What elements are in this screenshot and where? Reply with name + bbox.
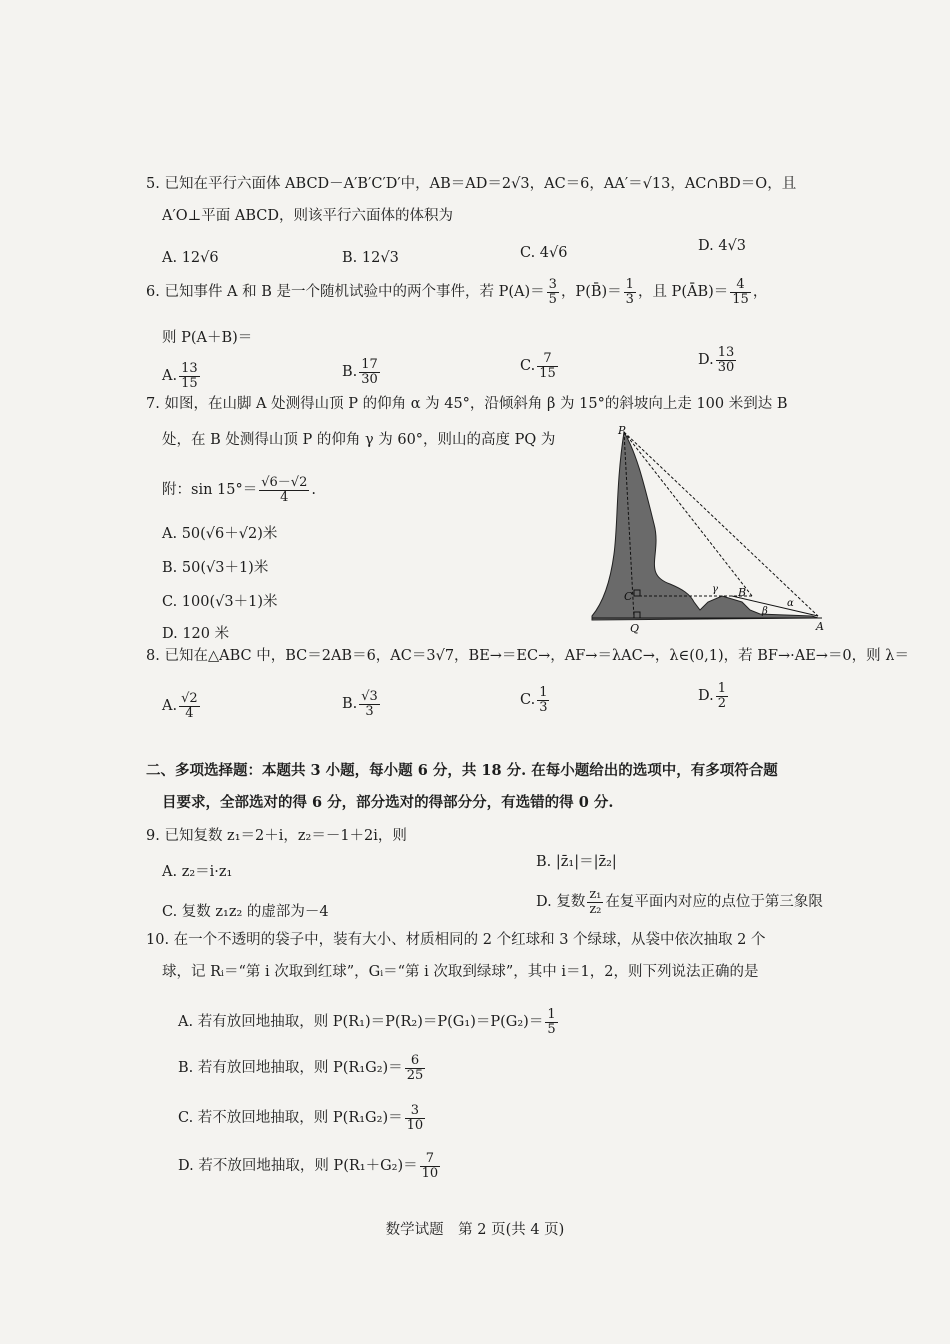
section2-heading-line1: 二、多项选择题：本题共 3 小题，每小题 6 分，共 18 分. 在每小题给出的选项中，有多项符合题	[146, 762, 778, 779]
q10-option-a: A. 若有放回地抽取，则 P(R₁)＝P(R₂)＝P(G₁)＝P(G₂)＝ $\frac{1}{5}$	[178, 1007, 556, 1037]
q8-stem-line1: 8. 已知在△ABC 中，BC＝2AB＝6，AC＝3√7，BE→＝EC→，AF→＝λAC→，λ∈(0,1)，若 BF→·AE→＝0，则 λ＝	[146, 648, 909, 664]
q8-option-c: C. $\frac{1}{3}$	[520, 685, 548, 715]
mountain-figure	[582, 424, 832, 634]
fig-label-a: A	[816, 620, 824, 633]
q6-option-d: D. $\frac{13}{30}$	[698, 345, 735, 375]
q6-option-c: C. $\frac{7}{15}$	[520, 351, 556, 381]
q7-option-c: C. 100(√3＋1)米	[162, 594, 278, 610]
page-footer: 数学试题 第 2 页(共 4 页)	[385, 1222, 565, 1238]
q5-option-a: A. 12√6	[162, 250, 219, 266]
fraction: $\frac{4}{15}$	[732, 277, 749, 307]
q9-option-b: B. |z̄₁|＝|z̄₂|	[536, 854, 617, 870]
fig-label-c: C	[624, 590, 633, 603]
fig-label-alpha: α	[787, 598, 794, 609]
q6-stem-line2: 则 P(A＋B)＝	[162, 330, 253, 346]
fraction: $\frac{\text{z₁}}{\text{z₂}}$	[589, 887, 602, 917]
q6-stem-line1: 6. 已知事件 A 和 B 是一个随机试验中的两个事件，若 P(A)＝ $\frac{3}{5}$ ，P(B̄)＝ $\frac{1}{3}$ ，且 P(ĀB)＝ $\frac{4}{15}$ ，	[146, 277, 768, 307]
q10-option-b: B. 若有放回地抽取，则 P(R₁G₂)＝ $\frac{6}{25}$	[178, 1053, 424, 1083]
q7-note: 附：sin 15°＝ $\frac{√6-√2}{4}$ .	[162, 475, 316, 505]
fig-label-q: Q	[630, 622, 640, 634]
section2-heading-line2: 目要求，全部选对的得 6 分，部分选对的得部分分，有选错的得 0 分.	[162, 794, 614, 811]
fraction: $\frac{3}{5}$	[548, 277, 557, 307]
q8-option-b: B. $\frac{√3}{3}$	[342, 689, 378, 719]
q5-stem-line2: A′O⊥平面 ABCD，则该平行六面体的体积为	[162, 208, 454, 224]
q8-option-a: A. $\frac{√2}{4}$	[162, 691, 198, 721]
q7-option-d: D. 120 米	[162, 626, 230, 642]
q6-option-a: A. $\frac{13}{15}$	[162, 361, 198, 391]
q10-stem-line1: 10. 在一个不透明的袋子中，装有大小、材质相同的 2 个红球和 3 个绿球，从袋中依次抽取 2 个	[146, 932, 766, 948]
q10-option-d: D. 若不放回地抽取，则 P(R₁＋G₂)＝ $\frac{7}{10}$	[178, 1151, 439, 1181]
q6-option-b: B. $\frac{17}{30}$	[342, 357, 378, 387]
q10-stem-line2: 球，记 Rᵢ＝“第 i 次取到红球”，Gᵢ＝“第 i 次取到绿球”，其中 i＝1，2，则下列说法正确的是	[162, 964, 759, 980]
q5-option-c: C. 4√6	[520, 245, 568, 261]
fig-label-beta: β	[762, 606, 768, 617]
fig-label-p: P	[618, 424, 626, 437]
q7-stem-line1: 7. 如图，在山脚 A 处测得山顶 P 的仰角 α 为 45°，沿倾斜角 β 为 15°的斜坡向上走 100 米到达 B	[146, 396, 788, 412]
q7-option-b: B. 50(√3＋1)米	[162, 560, 269, 576]
fig-label-b: B	[738, 586, 747, 599]
q9-option-d: D. 复数 $\frac{\text{z₁}}{\text{z₂}}$ 在复平面内对应的点位于第三象限	[536, 887, 823, 917]
q5-option-d: D. 4√3	[698, 238, 747, 254]
q5-stem-line1: 5. 已知在平行六面体 ABCD－A′B′C′D′中，AB＝AD＝2√3，AC＝6，AA′＝√13，AC∩BD＝O，且	[146, 176, 797, 192]
q9-option-c: C. 复数 z₁z₂ 的虚部为－4	[162, 904, 329, 920]
q7-stem-line2: 处，在 B 处测得山顶 P 的仰角 γ 为 60°，则山的高度 PQ 为	[162, 432, 556, 448]
q9-stem: 9. 已知复数 z₁＝2＋i，z₂＝－1＋2i，则	[146, 828, 407, 844]
q9-option-a: A. z₂＝i·z₁	[162, 864, 233, 880]
q7-option-a: A. 50(√6＋√2)米	[162, 526, 278, 542]
fraction: $\frac{1}{3}$	[625, 277, 634, 307]
q10-option-c: C. 若不放回地抽取，则 P(R₁G₂)＝ $\frac{3}{10}$	[178, 1103, 424, 1133]
fraction: $\frac{√6-√2}{4}$	[261, 475, 308, 505]
q8-option-d: D. $\frac{1}{2}$	[698, 681, 726, 711]
q5-option-b: B. 12√3	[342, 250, 399, 266]
fig-label-gamma: γ	[712, 584, 718, 595]
